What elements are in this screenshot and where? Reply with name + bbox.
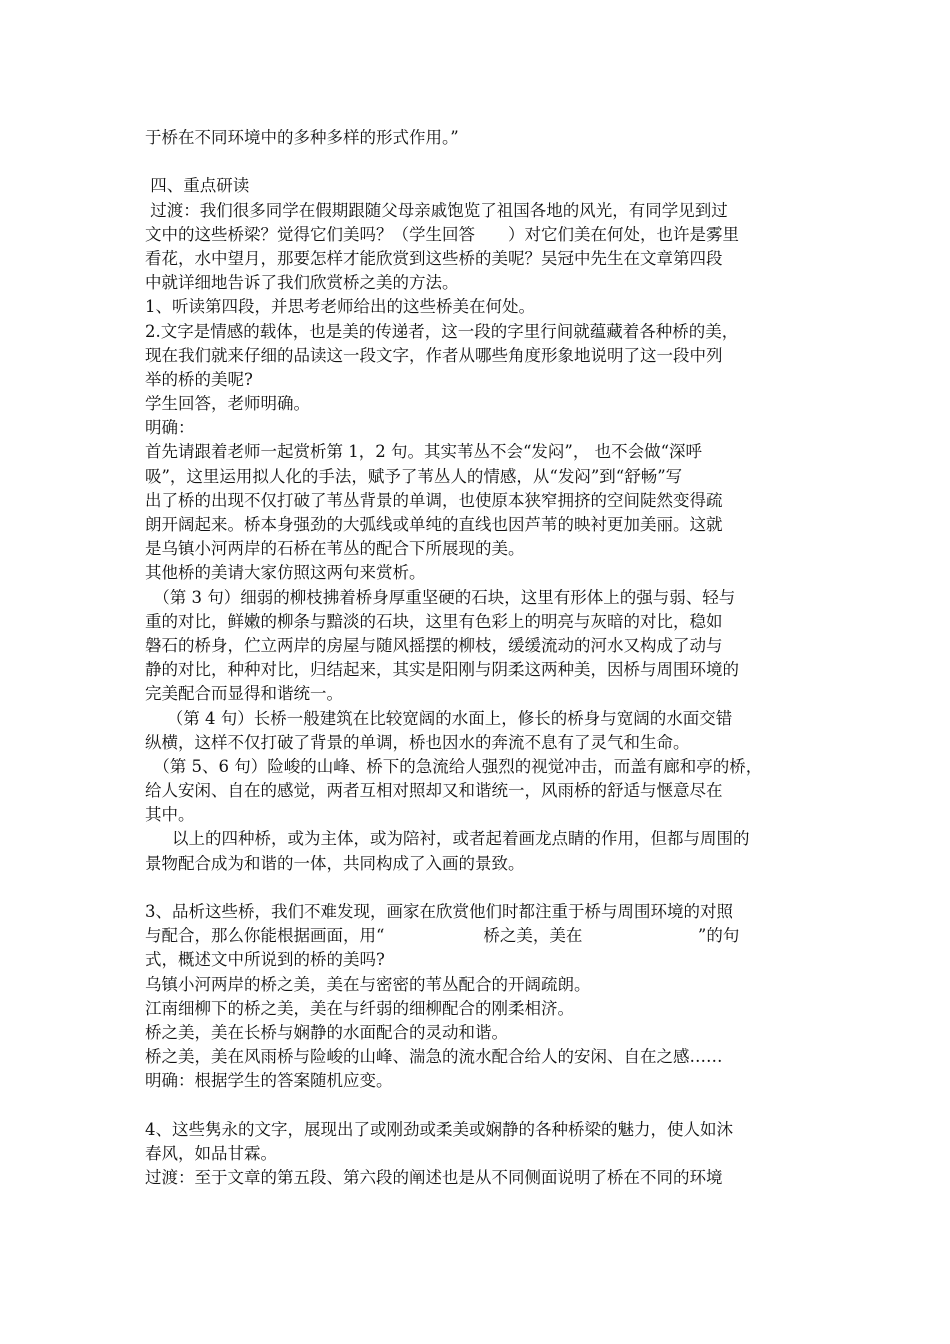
text-line: 举的桥的美呢? — [145, 369, 253, 389]
text-line: 文中的这些桥梁？觉得它们美吗？（学生回答 ）对它们美在何处，也许是雾里 — [145, 224, 739, 244]
text-line: 4、这些隽永的文字，展现出了或刚劲或柔美或娴静的各种桥梁的魅力，使人如沐 — [145, 1119, 733, 1139]
text-line: 春风，如品甘霖。 — [145, 1143, 277, 1163]
blank-line — [145, 1094, 815, 1118]
text-line: 1、听读第四段，并思考老师给出的这些桥美在何处。 — [145, 297, 535, 317]
text-line: 于桥在不同环境中的多种多样的形式作用。” — [145, 128, 459, 147]
text-line: 景物配合成为和谐的一体，共同构成了入画的景致。 — [145, 853, 525, 873]
text-line: 江南细柳下的桥之美，美在与纤弱的细柳配合的刚柔相济。 — [145, 998, 574, 1018]
text-line: 中就详细地告诉了我们欣赏桥之美的方法。 — [145, 273, 459, 293]
text-line: 现在我们就来仔细的品读这一段文字，作者从哪些角度形象地说明了这一段中列 — [145, 345, 723, 365]
text-line: 以上的四种桥，或为主体，或为陪衬，或者起着画龙点睛的作用，但都与周围的 — [145, 829, 750, 849]
text-line: 完美配合而显得和谐统一。 — [145, 684, 343, 704]
text-line: （第 4 句）长桥一般建筑在比较宽阔的水面上，修长的桥身与宽阔的水面交错 — [145, 708, 733, 728]
text-line: 吸”，这里运用拟人化的手法，赋予了苇丛人的情感，从“发闷”到“舒畅”写 — [145, 466, 683, 486]
text-line: 式，概述文中所说到的桥的美吗? — [145, 950, 385, 970]
text-line: 2.文字是情感的载体，也是美的传递者，这一段的字里行间就蕴藏着各种桥的美， — [145, 321, 739, 341]
text-line: （第 3 句）细弱的柳枝拂着桥身厚重坚硬的石块，这里有形体上的强与弱、轻与 — [145, 587, 736, 607]
blank-line — [145, 150, 815, 174]
text-line: 明确：根据学生的答案随机应变。 — [145, 1071, 393, 1091]
text-line: 其他桥的美请大家仿照这两句来赏析。 — [145, 563, 426, 583]
text-line: 朗开阔起来。桥本身强劲的大弧线或单纯的直线也因芦苇的映衬更加美丽。这就 — [145, 515, 723, 534]
text-line: 乌镇小河两岸的桥之美，美在与密密的苇丛配合的开阔疏朗。 — [145, 974, 591, 994]
text-line: 纵横，这样不仅打破了背景的单调，桥也因水的奔流不息有了灵气和生命。 — [145, 732, 690, 752]
text-line: 是乌镇小河两岸的石桥在苇丛的配合下所展现的美。 — [145, 539, 525, 559]
blank-line — [145, 876, 815, 900]
text-line: 首先请跟着老师一起赏析第 1，2 句。其实苇丛不会“发闷”， 也不会做“深呼 — [145, 442, 703, 462]
text-line: 看花，水中望月，那要怎样才能欣赏到这些桥的美呢？吴冠中先生在文章第四段 — [145, 248, 723, 268]
text-line: 出了桥的出现不仅打破了苇丛背景的单调，也使原本狭窄拥挤的空间陡然变得疏 — [145, 490, 723, 510]
text-line: 给人安闲、自在的感觉，两者互相对照却又和谐统一，风雨桥的舒适与惬意尽在 — [145, 781, 723, 801]
section-heading: 四、重点研读 — [145, 176, 250, 196]
text-line: 静的对比，种种对比，归结起来，其实是阳刚与阴柔这两种美，因桥与周围环境的 — [145, 660, 739, 680]
text-line: 桥之美，美在长桥与娴静的水面配合的灵动和谐。 — [145, 1022, 508, 1042]
text-line: （第 5、6 句）险峻的山峰、桥下的急流给人强烈的视觉冲击，而盖有廊和亭的桥， — [145, 756, 763, 776]
text-line: 其中。 — [145, 805, 195, 825]
text-line: 重的对比，鲜嫩的柳条与黯淡的石块，这里有色彩上的明亮与灰暗的对比，稳如 — [145, 611, 723, 631]
text-line: 学生回答，老师明确。 — [145, 394, 310, 414]
text-line: 明确： — [145, 418, 195, 438]
text-line: 桥之美，美在风雨桥与险峻的山峰、湍急的流水配合给人的安闲、自在之感…… — [145, 1047, 723, 1067]
text-line: 与配合，那么你能根据画面，用“ 桥之美，美在 ”的句 — [145, 926, 740, 946]
text-line: 磐石的桥身，伫立两岸的房屋与随风摇摆的柳枝，缓缓流动的河水又构成了动与 — [145, 635, 723, 655]
document-body — [145, 126, 815, 1190]
text-line: 过渡：至于文章的第五段、第六段的阐述也是从不同侧面说明了桥在不同的环境 — [145, 1168, 723, 1188]
text-line: 3、品析这些桥，我们不难发现，画家在欣赏他们时都注重于桥与周围环境的对照 — [145, 902, 733, 921]
text-line: 过渡：我们很多同学在假期跟随父母亲戚饱览了祖国各地的风光，有同学见到过 — [145, 200, 728, 220]
